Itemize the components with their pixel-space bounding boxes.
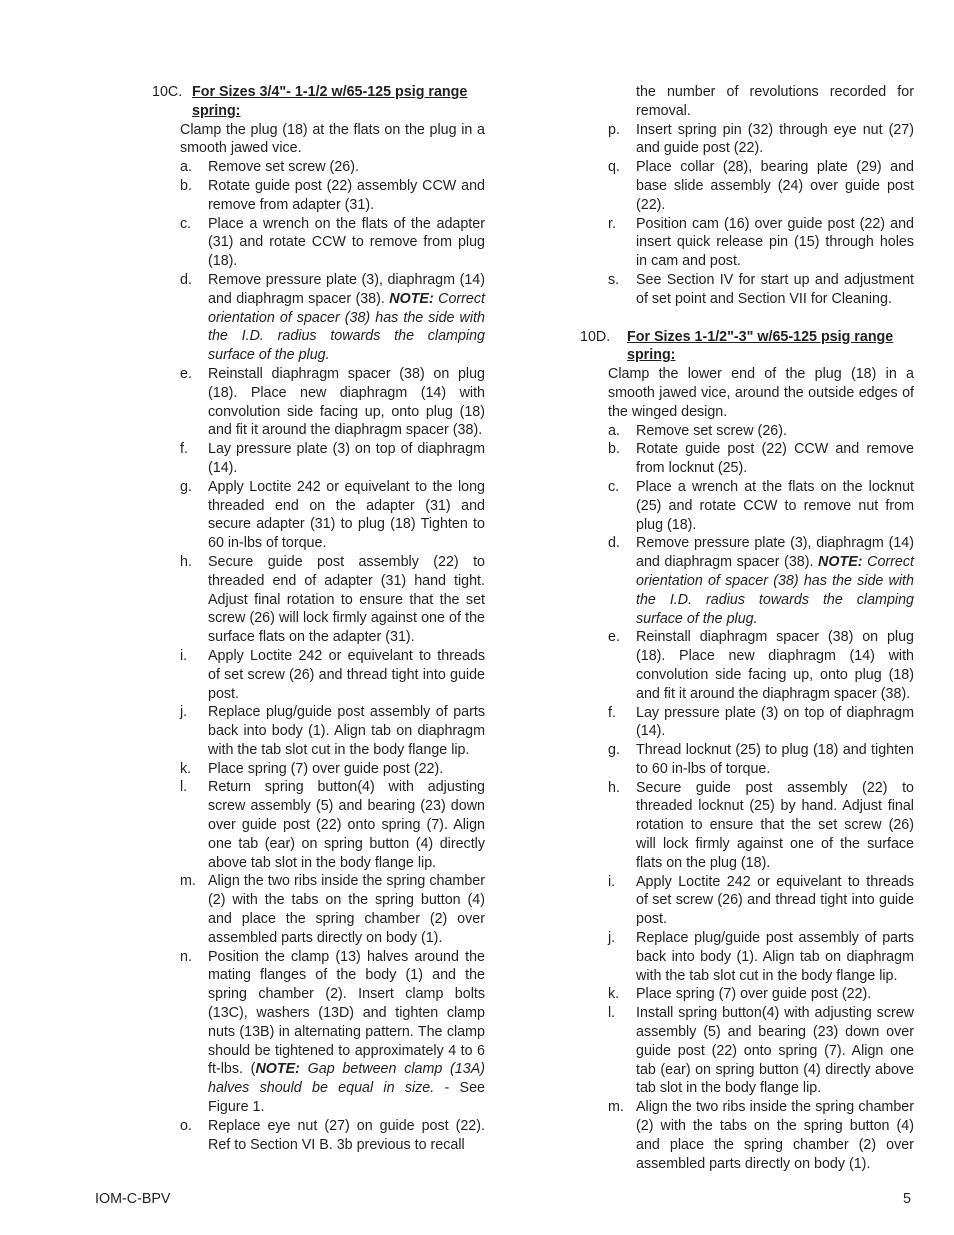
right-column bbox=[580, 83, 914, 1173]
section-10d-heading bbox=[580, 328, 914, 366]
note-label: NOTE: bbox=[818, 554, 863, 571]
note-label: NOTE: bbox=[389, 290, 434, 307]
item-marker: c. bbox=[180, 215, 192, 232]
item-text: Apply Loctite 242 or equivelant to threads of set screw (26) and thread tight into guide post. bbox=[208, 647, 485, 702]
item-marker: g. bbox=[180, 478, 192, 495]
item-marker: d. bbox=[608, 535, 620, 552]
item-text: Replace plug/guide post assembly of parts back into body (1). Align tab on diaphragm with the tab slot cut in the body flange lip. bbox=[636, 930, 914, 984]
left-column bbox=[152, 83, 485, 1154]
item-marker: i. bbox=[180, 647, 188, 664]
list-item bbox=[608, 534, 914, 628]
list-item bbox=[180, 440, 485, 478]
list-item bbox=[180, 948, 485, 1117]
list-item bbox=[180, 647, 485, 703]
list-item bbox=[180, 177, 485, 215]
item-text: Place spring (7) over guide post (22). bbox=[208, 760, 444, 777]
list-item bbox=[608, 779, 914, 873]
list-item bbox=[608, 1098, 914, 1173]
list-item bbox=[608, 873, 914, 929]
list-item bbox=[180, 271, 485, 365]
section-number: 10D. bbox=[580, 328, 611, 345]
section-10c-heading bbox=[152, 83, 485, 121]
item-text: Secure guide post assembly (22) to threaded locknut (25) by hand. Adjust final rotation to ensure that the set screw (26) will lock firmly against one of the surface flats on the plug (18). bbox=[636, 779, 914, 871]
item-text: Rotate guide post (22) assembly CCW and remove from adapter (31). bbox=[208, 177, 485, 213]
item-marker: f. bbox=[608, 704, 616, 721]
list-item bbox=[608, 1004, 914, 1098]
list-item bbox=[180, 553, 485, 647]
item-text: Rotate guide post (22) CCW and remove from locknut (25). bbox=[636, 441, 914, 477]
list-item bbox=[180, 778, 485, 872]
item-text: Thread locknut (25) to plug (18) and tighten to 60 in-lbs of torque. bbox=[636, 742, 914, 777]
item-text: Remove set screw (26). bbox=[208, 159, 359, 176]
section-title: For Sizes 1-1/2"-3" w/65-125 psig range spring: bbox=[627, 328, 894, 364]
note-text: Gap between clamp (13A) halves should be equal in size. bbox=[208, 1061, 486, 1097]
item-marker: o. bbox=[180, 1117, 192, 1134]
item-marker: b. bbox=[608, 441, 620, 458]
item-marker: j. bbox=[608, 930, 616, 947]
item-marker: k. bbox=[180, 760, 192, 777]
item-text: Remove set screw (26). bbox=[636, 422, 787, 439]
list-item bbox=[180, 872, 485, 947]
item-text: Place collar (28), bearing plate (29) and base slide assembly (24) over guide post (22). bbox=[636, 159, 914, 213]
item-text: Install spring button(4) with adjusting screw assembly (5) and bearing (23) down over guide post (22) onto spring (7). Align one tab (ear) on spring button (4) directly above tab slot in the body flange lip. bbox=[636, 1005, 914, 1097]
item-marker: m. bbox=[608, 1099, 624, 1116]
list-item bbox=[608, 271, 914, 309]
item-text: Replace eye nut (27) on guide post (22). Ref to Section VI B. 3b previous to recall bbox=[208, 1117, 485, 1153]
list-item bbox=[180, 1117, 485, 1155]
item-text-main: Remove pressure plate (3), diaphragm (14) and diaphragm spacer (38). bbox=[636, 535, 914, 571]
item-text: Place spring (7) over guide post (22). bbox=[636, 986, 872, 1003]
item-marker: j. bbox=[180, 704, 188, 721]
item-text: Replace plug/guide post assembly of parts back into body (1). Align tab on diaphragm with the tab slot cut in the body flange lip. bbox=[208, 704, 485, 758]
list-item bbox=[608, 985, 914, 1004]
item-text: Place a wrench on the flats of the adapter (31) and rotate CCW to remove from plug (18). bbox=[208, 215, 485, 270]
list-item bbox=[608, 478, 914, 534]
item-text: Return spring button(4) with adjusting screw assembly (5) and bearing (23) down over guide post (22) onto spring (7). Align one tab (ear) on spring button (4) directly above tab slot in the body flange lip. bbox=[208, 779, 485, 871]
item-marker: d. bbox=[180, 271, 192, 288]
list-item bbox=[608, 215, 914, 271]
note-text: Correct orientation of spacer (38) has the side with the I.D. radius towards the clamping surface of the plug. bbox=[636, 554, 914, 627]
note-label: NOTE: bbox=[255, 1061, 300, 1078]
item-text: Apply Loctite 242 or equivelant to threads of set screw (26) and thread tight into guide post. bbox=[636, 873, 914, 928]
item-marker: b. bbox=[180, 177, 192, 194]
item-marker: h. bbox=[608, 779, 620, 796]
item-marker: i. bbox=[608, 873, 616, 890]
item-marker: c. bbox=[608, 478, 620, 495]
section-number: 10C. bbox=[152, 84, 183, 100]
list-item bbox=[608, 440, 914, 478]
item-marker: e. bbox=[180, 365, 192, 382]
list-item bbox=[180, 215, 485, 271]
item-marker: a. bbox=[608, 422, 620, 439]
item-marker: l. bbox=[180, 779, 188, 796]
list-item bbox=[608, 158, 914, 214]
item-marker: q. bbox=[608, 159, 620, 176]
section-intro: Clamp the lower end of the plug (18) in a smooth jawed vice, around the outside edges of the winged design. bbox=[608, 366, 914, 420]
item-marker: l. bbox=[608, 1005, 616, 1022]
item-marker: f. bbox=[180, 441, 188, 458]
item-text: Insert spring pin (32) through eye nut (27) and guide post (22). bbox=[636, 121, 914, 157]
section-title: For Sizes 3/4"- 1-1/2 w/65-125 psig range spring: bbox=[192, 84, 468, 119]
list-item bbox=[608, 628, 914, 703]
list-item bbox=[608, 422, 914, 441]
item-text: Reinstall diaphragm spacer (38) on plug (18). Place new diaphragm (14) with convolution side facing up, onto plug (18) and fit it around the diaphragm spacer (38). bbox=[636, 629, 914, 702]
item-text bbox=[636, 534, 914, 628]
list-item bbox=[180, 365, 485, 440]
item-marker: k. bbox=[608, 986, 620, 1003]
item-marker: p. bbox=[608, 121, 620, 138]
section-intro: Clamp the plug (18) at the flats on the plug in a smooth jawed vice. bbox=[180, 121, 485, 157]
item-text: Apply Loctite 242 or equivelant to the long threaded end on the adapter (31) and secure adapter (31) to plug (18) Tighten to 60 in-lbs of torque. bbox=[208, 478, 485, 552]
item-text: Align the two ribs inside the spring chamber (2) with the tabs on the spring button (4) and place the spring chamber (2) over assembled parts directly on body (1). bbox=[636, 1099, 914, 1172]
item-text-main: Position the clamp (13) halves around the mating flanges of the body (1) and the spring chamber (2). Insert clamp bolts (13C), washers (13D) and tighten clamp nuts (13B) in alternating pattern. The clamp should be tightened to approximately 4 to 6 ft-lbs. ( bbox=[208, 948, 485, 1078]
item-marker: n. bbox=[180, 948, 192, 965]
list-item bbox=[608, 741, 914, 779]
item-marker: a. bbox=[180, 159, 192, 176]
item-text: Align the two ribs inside the spring chamber (2) with the tabs on the spring button (4) and place the spring chamber (2) over assembled parts directly on body (1). bbox=[208, 873, 485, 946]
item-text bbox=[208, 948, 485, 1117]
item-marker: g. bbox=[608, 742, 620, 759]
item-text: Place a wrench at the flats on the locknut (25) and rotate CCW to remove nut from plug (18). bbox=[636, 478, 914, 533]
item-text: Position cam (16) over guide post (22) and insert quick release pin (15) through holes in cam and post. bbox=[636, 215, 914, 270]
item-text: Lay pressure plate (3) on top of diaphragm (14). bbox=[636, 704, 914, 740]
item-marker: r. bbox=[608, 215, 616, 232]
item-marker: s. bbox=[608, 271, 620, 288]
item-text: Reinstall diaphragm spacer (38) on plug (18). Place new diaphragm (14) with convolution side facing up, onto plug (18) and fit it around the diaphragm spacer (38). bbox=[208, 365, 485, 439]
item-text: See Section IV for start up and adjustment of set point and Section VII for Cleaning. bbox=[636, 271, 914, 307]
footer-doc-id: IOM-C-BPV bbox=[95, 1191, 171, 1207]
item-marker: m. bbox=[180, 873, 196, 890]
list-item bbox=[180, 478, 485, 553]
note-text: Correct orientation of spacer (38) has the side with the I.D. radius towards the clamping surface of the plug. bbox=[208, 290, 485, 364]
item-text bbox=[208, 271, 485, 365]
item-text: Secure guide post assembly (22) to threaded end of adapter (31) hand tight. Adjust final rotation to ensure that the set screw (26) will lock firmly against one of the surface flats on the adapter (31). bbox=[208, 553, 485, 646]
item-marker: h. bbox=[180, 553, 192, 570]
item-text-main: Remove pressure plate (3), diaphragm (14) and diaphragm spacer (38). bbox=[208, 271, 485, 307]
item-text: Lay pressure plate (3) on top of diaphragm (14). bbox=[208, 441, 485, 476]
continuation-text: the number of revolutions recorded for removal. bbox=[636, 84, 914, 119]
footer-page-number: 5 bbox=[903, 1191, 911, 1207]
list-item bbox=[608, 704, 914, 742]
list-item bbox=[180, 760, 485, 779]
item-marker: e. bbox=[608, 629, 620, 646]
list-item bbox=[608, 121, 914, 159]
list-item bbox=[180, 158, 485, 177]
list-item bbox=[180, 703, 485, 759]
list-item bbox=[608, 929, 914, 985]
item-text-tail: - See Figure 1. bbox=[208, 1080, 485, 1116]
